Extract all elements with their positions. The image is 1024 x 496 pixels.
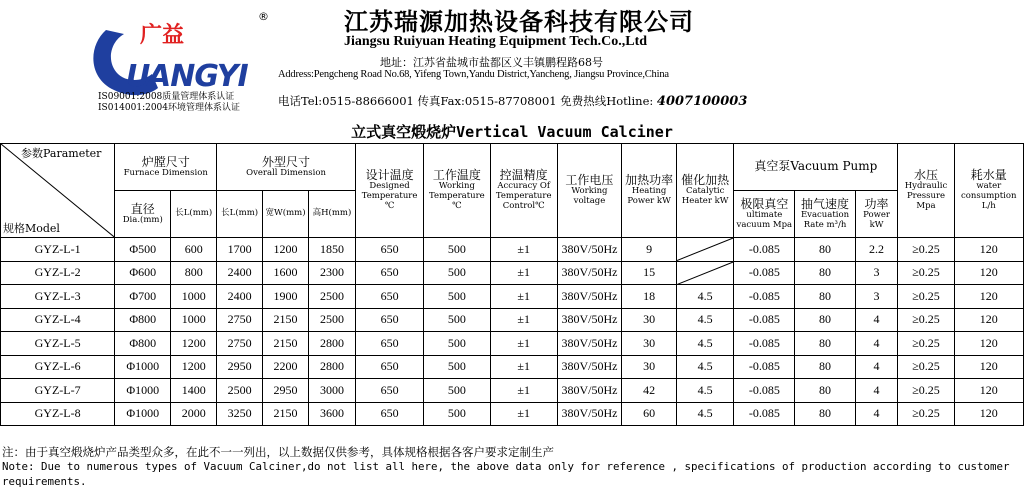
hydraulic-header: 水压 Hydraulic Pressure Mpa [898, 144, 954, 238]
table-cell: 380V/50Hz [557, 261, 621, 285]
table-cell: -0.085 [734, 355, 795, 379]
table-cell: 500 [424, 285, 490, 309]
table-cell: 120 [954, 379, 1023, 403]
table-cell: GYZ-L-6 [1, 355, 115, 379]
table-cell: 120 [954, 402, 1023, 426]
address-cn: 地址：江苏省盐城市盐都区义丰镇鹏程路68号 [380, 56, 603, 69]
table-cell: 120 [954, 285, 1023, 309]
table-cell: 2750 [217, 308, 263, 332]
svg-text:UANGYI: UANGYI [126, 59, 248, 94]
hotline-number: 4007100003 [656, 94, 748, 109]
table-cell: 1850 [308, 238, 355, 262]
table-cell: 1000 [171, 308, 217, 332]
pump-power-header: 功率 Power kW [855, 191, 898, 238]
table-cell: 2750 [217, 332, 263, 356]
table-cell: 30 [622, 355, 677, 379]
accuracy-header: 控温精度 Accuracy Of Temperature Control℃ [490, 144, 557, 238]
table-cell: ≥0.25 [898, 238, 954, 262]
furnace-header: 炉膛尺寸 Furnace Dimension [115, 144, 217, 191]
working-temp-header: 工作温度 Working Temperature ℃ [424, 144, 490, 238]
title-en: Vertical Vacuum Calciner [456, 123, 673, 141]
table-cell: 30 [622, 332, 677, 356]
table-cell: 2200 [263, 355, 309, 379]
table-cell: 80 [795, 238, 855, 262]
table-cell: 650 [355, 261, 423, 285]
contact-line [278, 93, 747, 109]
catalytic-header: 催化加热 Catalytic Heater kW [677, 144, 734, 238]
table-cell: GYZ-L-7 [1, 379, 115, 403]
table-cell: 2800 [308, 355, 355, 379]
table-cell: ≥0.25 [898, 332, 954, 356]
len-header: 长L(mm) [171, 191, 217, 238]
table-cell: ±1 [490, 402, 557, 426]
table-cell: 4 [855, 379, 898, 403]
table-cell: 4 [855, 308, 898, 332]
power-header: 加热功率 Heating Power kW [622, 144, 677, 238]
model-label: 规格Model [3, 221, 60, 235]
table-cell: 1200 [171, 355, 217, 379]
spec-table [0, 143, 1024, 426]
iso9001-cert: IS09001:2008质量管理体系认证 [98, 92, 235, 102]
table-cell: ±1 [490, 332, 557, 356]
table-cell: 1700 [217, 238, 263, 262]
table-cell: ±1 [490, 261, 557, 285]
table-cell: 3 [855, 261, 898, 285]
table-cell: 380V/50Hz [557, 355, 621, 379]
table-row [1, 261, 1024, 285]
table-cell: 80 [795, 379, 855, 403]
table-cell: 380V/50Hz [557, 238, 621, 262]
table-cell: ±1 [490, 285, 557, 309]
table-cell: GYZ-L-4 [1, 308, 115, 332]
table-cell: 500 [424, 308, 490, 332]
title-cn: 立式真空煅烧炉 [351, 123, 457, 141]
table-cell: 380V/50Hz [557, 285, 621, 309]
table-cell: ±1 [490, 355, 557, 379]
table-cell: 80 [795, 402, 855, 426]
outer-wid-header: 宽W(mm) [263, 191, 309, 238]
table-cell: 2.2 [855, 238, 898, 262]
table-cell: 60 [622, 402, 677, 426]
table-cell: 4.5 [677, 332, 734, 356]
table-cell: -0.085 [734, 308, 795, 332]
vacuum-header: 极限真空 ultimate vacuum Mpa [734, 191, 795, 238]
table-cell: 4 [855, 355, 898, 379]
address-en: Address:Pengcheng Road No.68, Yifeng Town,Yandu District,Yancheng, Jiangsu Province,China [278, 69, 669, 80]
table-cell: 1000 [171, 285, 217, 309]
table-cell: 650 [355, 308, 423, 332]
table-cell: 4.5 [677, 285, 734, 309]
table-cell: 650 [355, 355, 423, 379]
iso14001-cert: IS014001:2004环境管理体系认证 [98, 103, 241, 113]
table-cell: GYZ-L-3 [1, 285, 115, 309]
water-header: 耗水量 water consumption L/h [954, 144, 1023, 238]
table-cell: 3250 [217, 402, 263, 426]
table-cell: 650 [355, 332, 423, 356]
table-cell: Φ1000 [115, 402, 171, 426]
table-cell: 120 [954, 238, 1023, 262]
table-cell: 80 [795, 285, 855, 309]
table-cell: ≥0.25 [898, 308, 954, 332]
contact-text: 电话Tel:0515-88666001 传真Fax:0515-87708001 免费热线Hotline: [278, 94, 654, 108]
table-cell: 2500 [308, 285, 355, 309]
dia-header: 直径 Dia.(mm) [115, 191, 171, 238]
table-body [1, 238, 1024, 426]
registered-mark: ® [258, 10, 269, 23]
table-cell: 1600 [263, 261, 309, 285]
table-cell: 80 [795, 332, 855, 356]
note-cn: 注：由于真空煅烧炉产品类型众多，在此不一一列出，以上数据仅供参考，具体规格根据各客户要求定制生产 [2, 445, 554, 459]
table-cell: -0.085 [734, 379, 795, 403]
table-cell: 4 [855, 332, 898, 356]
table-cell: 120 [954, 332, 1023, 356]
table-cell: 2000 [171, 402, 217, 426]
outer-len-header: 长L(mm) [217, 191, 263, 238]
table-cell: GYZ-L-8 [1, 402, 115, 426]
table-cell: 2150 [263, 308, 309, 332]
table-cell: 4.5 [677, 402, 734, 426]
table-cell: 4 [855, 402, 898, 426]
table-cell: 380V/50Hz [557, 308, 621, 332]
table-cell: Φ800 [115, 308, 171, 332]
table-cell: 4.5 [677, 355, 734, 379]
table-cell: -0.085 [734, 261, 795, 285]
table-cell: -0.085 [734, 238, 795, 262]
table-row [1, 308, 1024, 332]
table-cell: 120 [954, 355, 1023, 379]
page-title [0, 121, 1024, 142]
table-row [1, 402, 1024, 426]
note-en-2: requirements. [2, 475, 87, 488]
pump-header: 真空泵Vacuum Pump [734, 144, 898, 191]
table-cell: GYZ-L-2 [1, 261, 115, 285]
table-cell: 120 [954, 261, 1023, 285]
table-cell: 2950 [263, 379, 309, 403]
table-cell: 2150 [263, 332, 309, 356]
table-cell: GYZ-L-1 [1, 238, 115, 262]
table-cell: 380V/50Hz [557, 402, 621, 426]
table-cell: 42 [622, 379, 677, 403]
table-cell: -0.085 [734, 285, 795, 309]
outer-hei-header: 高H(mm) [308, 191, 355, 238]
table-cell: 500 [424, 332, 490, 356]
table-cell: Φ1000 [115, 379, 171, 403]
table-cell: 80 [795, 308, 855, 332]
company-name-cn: 江苏瑞源加热设备科技有限公司 [344, 7, 694, 36]
table-cell: Φ500 [115, 238, 171, 262]
param-label: 参数Parameter [21, 147, 102, 160]
table-cell: 30 [622, 308, 677, 332]
table-cell: 600 [171, 238, 217, 262]
table-cell: 2150 [263, 402, 309, 426]
table-cell: 9 [622, 238, 677, 262]
table-cell: ±1 [490, 379, 557, 403]
table-cell: 800 [171, 261, 217, 285]
table-cell: 380V/50Hz [557, 332, 621, 356]
cell-diagonal-line [677, 262, 733, 285]
table-cell: ±1 [490, 308, 557, 332]
table-cell: 80 [795, 355, 855, 379]
note-en-1: Note: Due to numerous types of Vacuum Calciner,do not list all here, the above data only for reference , specifications of production according to customer [2, 460, 1010, 473]
table-cell: 3 [855, 285, 898, 309]
table-cell: Φ600 [115, 261, 171, 285]
table-cell: ≥0.25 [898, 355, 954, 379]
voltage-header: 工作电压 Working voltage [557, 144, 621, 238]
table-cell: ≥0.25 [898, 285, 954, 309]
table-row [1, 238, 1024, 262]
table-cell: -0.085 [734, 402, 795, 426]
header-row-1 [1, 144, 1024, 191]
table-cell: ≥0.25 [898, 261, 954, 285]
table-cell: Φ800 [115, 332, 171, 356]
table-row [1, 355, 1024, 379]
table-row [1, 379, 1024, 403]
table-row [1, 285, 1024, 309]
table-cell: 500 [424, 379, 490, 403]
table-cell: 650 [355, 238, 423, 262]
table-cell: 2400 [217, 285, 263, 309]
table-cell: 2950 [217, 355, 263, 379]
table-cell: 650 [355, 285, 423, 309]
table-cell: 500 [424, 238, 490, 262]
table-cell: 1900 [263, 285, 309, 309]
table-cell: 120 [954, 308, 1023, 332]
table-cell: 1400 [171, 379, 217, 403]
table-cell: ±1 [490, 238, 557, 262]
table-cell: 650 [355, 379, 423, 403]
evacuation-header: 抽气速度 Evacuation Rate m³/h [795, 191, 855, 238]
overall-header: 外型尺寸 Overall Dimension [217, 144, 356, 191]
table-row [1, 332, 1024, 356]
table-cell: -0.085 [734, 332, 795, 356]
table-cell: 1200 [263, 238, 309, 262]
table-cell: 2400 [217, 261, 263, 285]
design-temp-header: 设计温度 Designed Temperature ℃ [355, 144, 423, 238]
table-cell: 15 [622, 261, 677, 285]
table-cell: 2800 [308, 332, 355, 356]
table-cell: 4.5 [677, 379, 734, 403]
table-cell: 18 [622, 285, 677, 309]
company-name-en: Jiangsu Ruiyuan Heating Equipment Tech.Co.,Ltd [344, 34, 648, 49]
table-cell: 500 [424, 402, 490, 426]
table-cell: 650 [355, 402, 423, 426]
empty-heater-cell [677, 261, 734, 285]
table-cell: 1200 [171, 332, 217, 356]
table-cell: Φ700 [115, 285, 171, 309]
table-cell: 2500 [308, 308, 355, 332]
table-cell: GYZ-L-5 [1, 332, 115, 356]
table-cell: 3000 [308, 379, 355, 403]
table-cell: ≥0.25 [898, 402, 954, 426]
empty-heater-cell [677, 238, 734, 262]
table-cell: 80 [795, 261, 855, 285]
table-cell: 500 [424, 261, 490, 285]
table-cell: 4.5 [677, 308, 734, 332]
table-cell: Φ1000 [115, 355, 171, 379]
cell-diagonal-line [677, 238, 733, 261]
table-cell: 2500 [217, 379, 263, 403]
svg-text:广益: 广益 [140, 23, 185, 48]
table-cell: 380V/50Hz [557, 379, 621, 403]
table-cell: 2300 [308, 261, 355, 285]
table-cell: 500 [424, 355, 490, 379]
table-cell: 3600 [308, 402, 355, 426]
param-model-header [1, 144, 115, 238]
table-cell: ≥0.25 [898, 379, 954, 403]
